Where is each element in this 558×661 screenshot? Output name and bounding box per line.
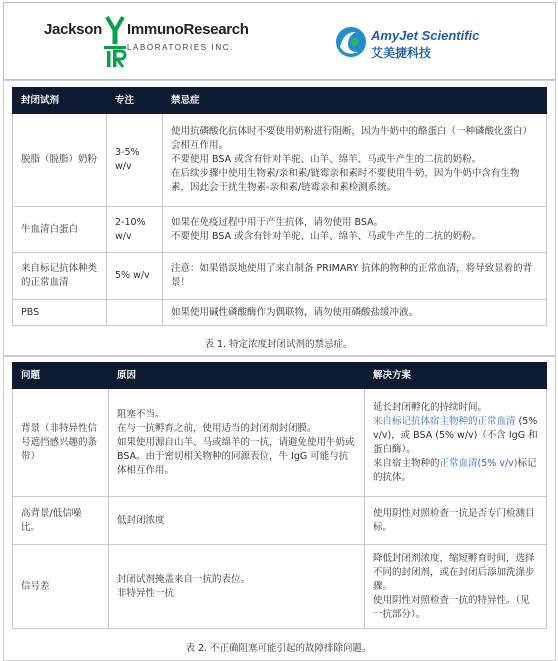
table-row (13, 545, 547, 629)
problem-cell: 高背景/低信噪比。 (13, 497, 109, 545)
table-header-row (13, 88, 547, 114)
cause-line: 封闭试剂掩盖来自一抗的表位。 (117, 573, 251, 585)
table1-caption: 表 1. 特定浓度封闭试剂的禁忌症。 (204, 339, 353, 350)
contra-line: 使用抗磷酸化抗体时不要使用奶粉进行阻断，因为牛奶中的酪蛋白（一种磷酸化蛋白）会相互作用。 (171, 126, 533, 151)
logo-header (3, 2, 556, 80)
cause-line: 阻塞不当。 (117, 408, 165, 420)
troubleshooting-table (12, 362, 547, 629)
reagent-cell: PBS (13, 300, 107, 326)
solution-cell: 使用阴性对照检查一抗是否专门检测目标。 (365, 497, 547, 545)
contra-line: 如果使用碱性磷酸酶作为偶联物，请勿使用磷酸盐缓冲液。 (171, 306, 419, 318)
jackson-logo (44, 15, 254, 69)
concentration-cell: 5% w/v (107, 253, 163, 300)
cause-cell (109, 389, 365, 497)
jir-mark-icon (102, 15, 128, 71)
cause-cell (109, 497, 365, 545)
table-row (13, 253, 547, 300)
amyjet-swirl-icon (334, 25, 368, 59)
cause-line: 在与一抗孵育之前，使用适当的封闭剂封闭膜。 (117, 422, 317, 434)
table-row (13, 207, 547, 253)
reagent-cell: 牛血清白蛋白 (13, 207, 107, 253)
contra-line: 在后续步骤中使用生物素/亲和素/链霉亲和素时不要使用牛奶，因为牛奶中含有生物素，因此会干扰生物素-亲和素/链霉亲和素检测系统。 (171, 168, 520, 193)
contraindication-cell (163, 207, 547, 253)
contra-line: 不要使用 BSA 或含有针对羊驼、山羊、绵羊、马或牛产生的二抗的奶粉。 (171, 230, 482, 242)
jackson-word: Jackson (44, 21, 102, 38)
column-header: 解决方案 (365, 363, 547, 389)
cause-cell (109, 545, 365, 629)
amyjet-cn: 艾美捷科技 (371, 46, 432, 60)
cause-line: 如果使用源自山羊、马或绵羊的一抗，请避免使用牛奶或 BSA。由于密切相关物种的同源表位，牛 IgG 可能与抗体相互作用。 (117, 436, 355, 476)
concentration-cell: 3-5% w/v (107, 114, 163, 207)
laboratories-word: LABORATORIES INC. (127, 43, 234, 52)
table2-caption: 表 2. 不正确阻塞可能引起的故障排除问题。 (185, 643, 372, 654)
contra-line: 如果在免疫过程中用于产生抗体，请勿使用 BSA。 (171, 216, 384, 228)
problem-cell: 背景（非特异性信号遮挡感兴趣的条带） (13, 389, 109, 497)
solution-cell: 延长封闭孵化的持续时间。 来自标记抗体宿主物种的正常血清 (5% v/v)，或 BSA (5% w/v)（不含 IgG 和蛋白酶）。 来自宿主物种的正常血清(5% v/v)标记的抗体。 (365, 389, 547, 497)
column-header: 问题 (13, 363, 109, 389)
problem-cell: 信号差 (13, 545, 109, 629)
table-row (13, 389, 547, 497)
column-header: 禁忌症 (163, 88, 547, 114)
column-header: 原因 (109, 363, 365, 389)
contraindication-cell (163, 114, 547, 207)
column-header: 专注 (107, 88, 163, 114)
cause-line: 非特异性一抗 (117, 587, 175, 599)
amyjet-en: AmyJet Scientific (371, 28, 480, 43)
table-header-row (13, 363, 547, 389)
reagent-cell: 来自标记抗体种类的正常血清 (13, 253, 107, 300)
table-row (13, 300, 547, 326)
reagent-cell: 脱脂（脱脂）奶粉 (13, 114, 107, 207)
amyjet-logo (334, 25, 514, 65)
contraindication-cell (163, 300, 547, 326)
contraindication-cell (163, 253, 547, 300)
table-row (13, 497, 547, 545)
table-row (13, 114, 547, 207)
contra-line: 不要使用 BSA 或含有针对羊驼、山羊、绵羊、马或牛产生的二抗的奶粉。 (171, 154, 482, 165)
contra-line: 注意：如果错误地使用了来自制备 PRIMARY 抗体的物种的正常血清，将导致显着的背景！ (171, 263, 533, 288)
immunoresearch-word: ImmunoResearch (127, 21, 249, 38)
concentration-cell (107, 300, 163, 326)
column-header: 封闭试剂 (13, 88, 107, 114)
cause-line: 低封闭浓度 (117, 514, 165, 526)
blocking-reagents-table (12, 87, 547, 326)
concentration-cell: 2-10% w/v (107, 207, 163, 253)
solution-cell: 降低封闭剂浓度，缩短孵育时间，选择不同的封闭剂，或在封闭后添加洗涤步骤。 使用阴性对照检查一抗的特异性。（见一抗部分）。 (365, 545, 547, 629)
